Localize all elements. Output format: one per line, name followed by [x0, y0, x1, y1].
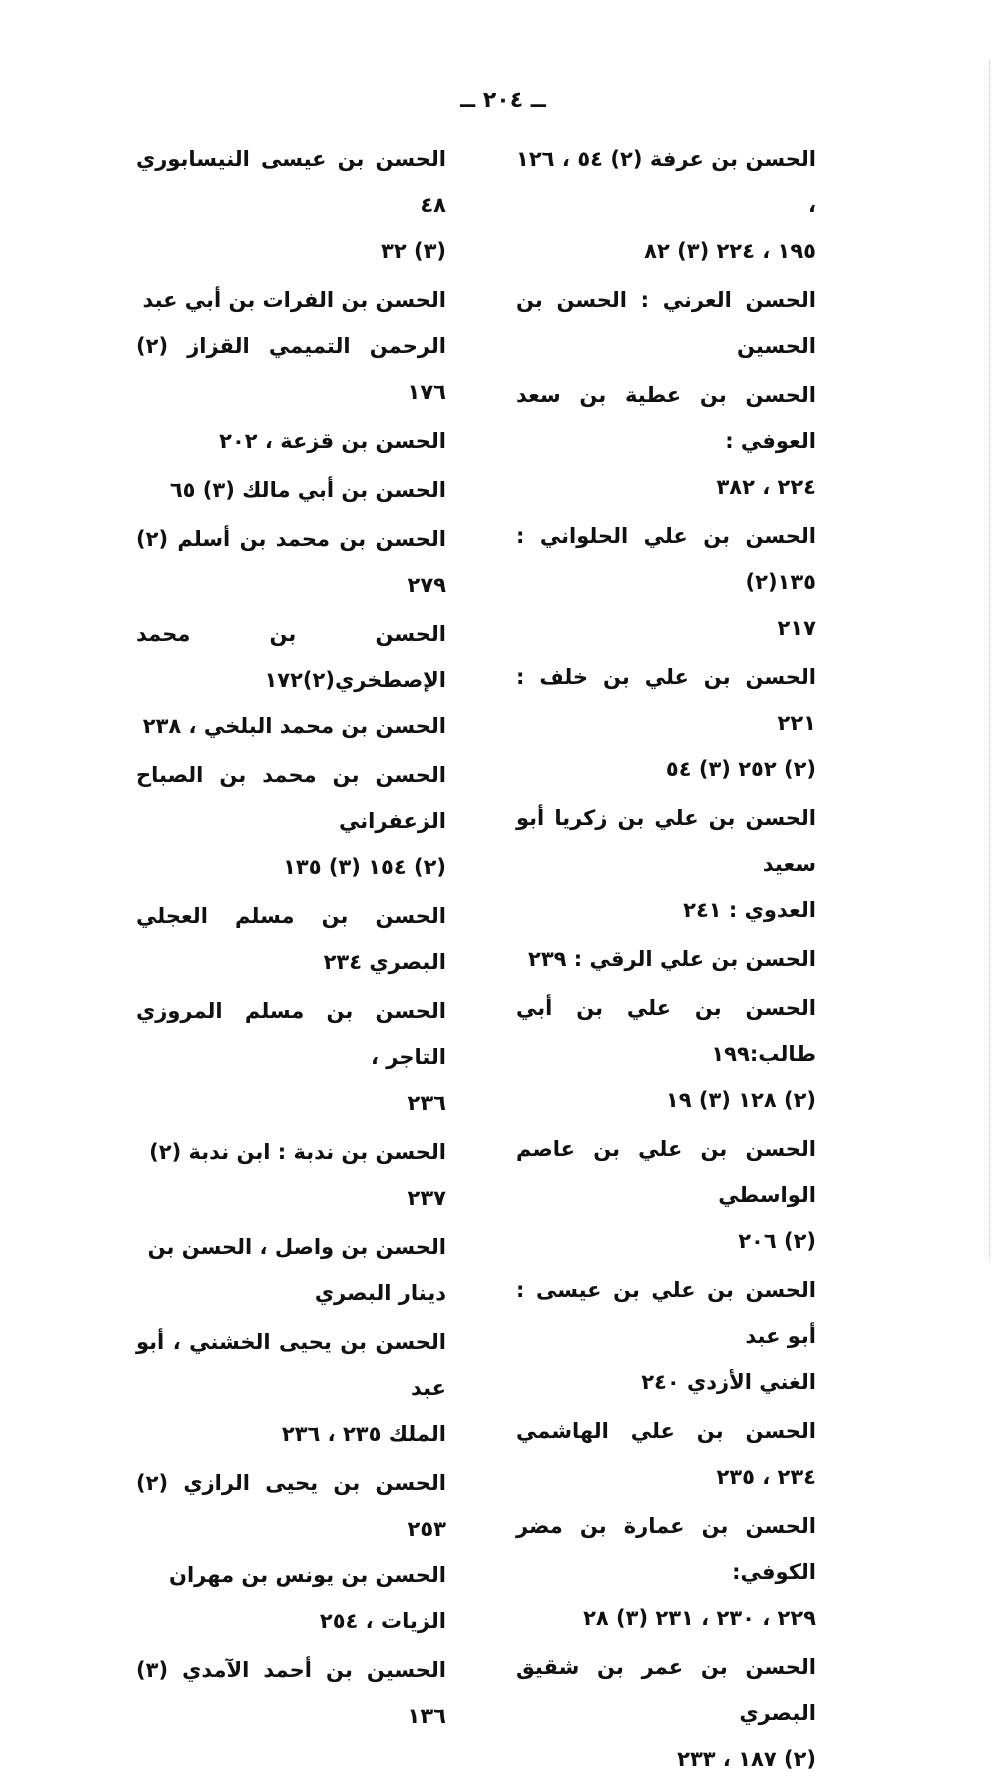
index-entry-line: (٢) ١٢٨ (٣) ١٩	[665, 1088, 816, 1112]
index-entry-line: الحسن بن علي بن أبي طالب:١٩٩	[516, 996, 816, 1066]
index-entry	[516, 985, 816, 1123]
index-entry-line: الملك ٢٣٥ ، ٢٣٦	[281, 1422, 446, 1446]
index-entry-line: الزيات ، ٢٥٤	[319, 1609, 446, 1633]
index-entry-line: الحسن بن محمد بن الصباح الزعفراني	[136, 763, 446, 833]
index-entry-line: الحسن بن علي بن زكريا أبو سعيد	[516, 806, 816, 876]
index-entry	[516, 372, 816, 510]
index-entry-line: الحسن بن عمارة بن مضر الكوفي:	[516, 1514, 816, 1584]
index-entry-line: الحسن بن واصل ، الحسن بن	[147, 1235, 446, 1259]
index-entry	[516, 1267, 816, 1405]
index-entry-line: الحسن بن ندبة : ابن ندبة (٢)	[149, 1140, 446, 1164]
index-entry-line: ١٩٥ ، ٢٢٤ (٣) ٨٢	[644, 239, 816, 263]
index-entry-line: دينار البصري	[314, 1281, 446, 1305]
index-entry	[136, 1647, 446, 1739]
index-entry	[136, 277, 446, 415]
index-entry	[516, 1126, 816, 1264]
index-entry-line: الحسن العرني : الحسن بن الحسين	[516, 288, 816, 358]
index-entry-line: ٢٣٧	[407, 1186, 446, 1210]
index-entry-line: الحسن بن مسلم العجلي البصري ٢٣٤	[136, 904, 446, 974]
index-entry-line: الغني الأزدي ٢٤٠	[641, 1370, 816, 1394]
index-entry	[516, 277, 816, 369]
index-entry-line: الحسن بن عيسى النيسابوري ٤٨	[136, 147, 446, 217]
scan-margin-line	[988, 60, 990, 1260]
index-entry	[516, 795, 816, 933]
index-entry-line: (٣) ٣٢	[381, 239, 446, 263]
index-entry-line: الحسن بن يحيى الرازي (٢) ٢٥٣	[136, 1471, 446, 1541]
index-entry-line: الحسن بن علي الرقي : ٢٣٩	[528, 947, 816, 971]
index-entry	[136, 516, 446, 608]
index-entry-line: الحسن بن علي بن عيسى : أبو عبد	[516, 1278, 816, 1348]
index-entry-line: الحسن بن يحيى الخشني ، أبو عبد	[136, 1330, 446, 1400]
index-entry-line: (٢) ١٨٧ ، ٢٣٣	[677, 1747, 816, 1771]
index-entry-line: الحسن بن عطية بن سعد العوفي :	[516, 383, 816, 453]
index-entry	[136, 1460, 446, 1644]
index-entry	[516, 654, 816, 792]
index-entry-line: الحسن بن عرفة (٢) ٥٤ ، ١٢٦ ،	[516, 147, 816, 217]
index-entry	[136, 1319, 446, 1457]
index-entry	[136, 1129, 446, 1221]
index-entry-line: الحسن بن محمد بن أسلم (٢) ٢٧٩	[136, 527, 446, 597]
index-entry	[136, 752, 446, 890]
index-entry-line: الرحمن التميمي القزاز (٢) ١٧٦	[136, 334, 446, 404]
index-entry	[136, 893, 446, 985]
index-entry	[516, 513, 816, 651]
index-entry-line: ٢٢٩ ، ٢٣٠ ، ٢٣١ (٣) ٢٨	[583, 1606, 816, 1630]
index-entry-line: الحسن بن علي الحلواني : ١٣٥(٢)	[516, 524, 816, 594]
index-entry-line: الحسن بن علي بن عاصم الواسطي	[516, 1137, 816, 1207]
index-entry	[516, 136, 816, 274]
index-entry-line: الحسين بن أحمد الآمدي (٣) ١٣٦	[136, 1658, 446, 1728]
index-entry-line: الحسن بن يونس بن مهران	[169, 1563, 446, 1587]
index-entry	[516, 1644, 816, 1782]
index-entry	[136, 1224, 446, 1316]
index-column-right	[516, 136, 816, 1785]
index-entry-line: (٢) ١٥٤ (٣) ١٣٥	[283, 855, 446, 879]
index-entry-line: الحسن بن الفرات بن أبي عبد	[142, 288, 446, 312]
index-entry-line: ٢١٧	[777, 616, 816, 640]
index-entry-line: الحسن بن مسلم المروزي التاجر ،	[136, 999, 446, 1069]
index-entry-line: الحسن بن قزعة ، ٢٠٢	[219, 429, 446, 453]
index-entry	[136, 467, 446, 513]
index-entry	[136, 611, 446, 749]
index-entry-line: ٢٣٦	[407, 1091, 446, 1115]
index-entry	[136, 988, 446, 1126]
index-entry	[136, 136, 446, 274]
index-entry-line: الحسن بن عمر بن شقيق البصري	[516, 1655, 816, 1725]
index-entry	[136, 418, 446, 464]
index-entry-line: العدوي : ٢٤١	[683, 898, 816, 922]
index-column-left	[136, 136, 446, 1742]
index-entry-line: الحسن بن أبي مالك (٣) ٦٥	[169, 478, 446, 502]
page-number: ــ ٢٠٤ ــ	[460, 88, 546, 113]
index-entry-line: الحسن بن علي بن خلف : ٢٢١	[516, 665, 816, 735]
index-entry-line: ٢٢٤ ، ٣٨٢	[716, 475, 816, 499]
index-entry-line: الحسن بن محمد البلخي ، ٢٣٨	[142, 714, 446, 738]
index-entry-line: (٢) ٢٠٦	[738, 1229, 816, 1253]
index-entry	[516, 936, 816, 982]
index-entry	[516, 1408, 816, 1500]
index-entry-line: (٢) ٢٥٢ (٣) ٥٤	[665, 757, 816, 781]
index-entry-line: الحسن بن علي الهاشمي ٢٣٤ ، ٢٣٥	[516, 1419, 816, 1489]
index-entry-line: الحسن بن محمد الإصطخري(٢)١٧٢	[136, 622, 446, 692]
index-entry	[516, 1503, 816, 1641]
